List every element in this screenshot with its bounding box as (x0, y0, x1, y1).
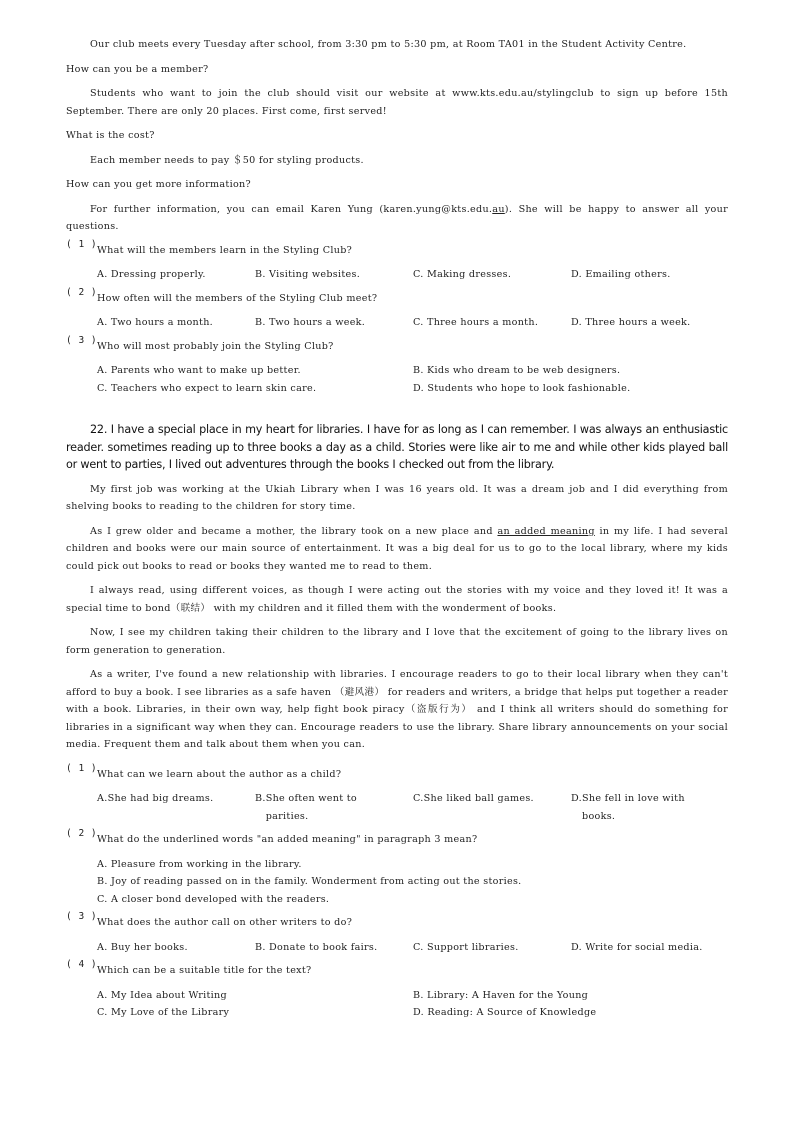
question-number: ( 1 ) (66, 762, 98, 774)
option-c[interactable]: C. A closer bond developed with the readers. (97, 893, 330, 905)
options-22-3 (66, 939, 728, 957)
question-number: ( 3 ) (66, 911, 98, 922)
option-b[interactable]: B. Two hours a week. (255, 317, 366, 328)
question-21-1 (66, 238, 728, 260)
question-text: What can we learn about the author as a child? (97, 768, 342, 780)
option-letter: B. (255, 793, 266, 804)
question-number: ( 4 ) (66, 959, 98, 970)
question-text: What do the underlined words "an added meaning" in paragraph 3 mean? (97, 834, 478, 845)
option-b[interactable]: B. Donate to book fairs. (255, 941, 378, 953)
option-text: She had big dreams. (107, 793, 214, 804)
passage-22-paragraph-2 (66, 523, 728, 576)
options-22-1 (66, 790, 728, 825)
option-a[interactable]: A. My Idea about Writing (97, 989, 227, 1001)
option-d[interactable]: D. Students who hope to look fashionable. (413, 382, 631, 394)
question-22-4 (66, 959, 728, 980)
option-d[interactable] (571, 790, 729, 825)
option-c[interactable]: C. Teachers who expect to learn skin care. (97, 382, 317, 394)
question-text: What will the members learn in the Styling Club? (97, 244, 353, 256)
options-22-2 (66, 856, 728, 909)
passage-22-paragraph-5: As a writer, I've found a new relationship with libraries. I encourage readers to go to their local library when they can't afford to buy a book. I see libraries as a safe haven （避风港） for readers and writers, a bridge that helps put together a reader with a book. Libraries, in their own way, help fight book piracy（盗版行为） and I think all writers should do something for libraries in a significant way when they can. Encourage readers to use the library. Share library announcements on your social media. Frequent them and talk about them when you can. (66, 669, 728, 750)
question-text: What does the author call on other writers to do? (97, 917, 353, 928)
option-b[interactable]: B. Visiting websites. (255, 269, 361, 280)
option-letter: D. (571, 793, 582, 804)
club-section (66, 36, 728, 236)
club-info-paragraph (66, 201, 728, 236)
club-member-paragraph: Students who want to join the club should visit our website at www.kts.edu.au/stylingclub to sign up before 15th September. There are only 20 places. First come, first served! (66, 88, 728, 117)
passage-22-paragraph-3: I always read, using different voices, as though I were acting out the stories with my voice and they loved it! It was a special time to bond（联结） with my children and it filled them with the wonderment of books. (66, 585, 728, 614)
q22-questions (66, 762, 728, 1022)
option-d[interactable]: D. Reading: A Source of Knowledge (413, 1007, 597, 1018)
option-a[interactable]: A. Pleasure from working in the library. (97, 858, 302, 870)
question-number: ( 2 ) (66, 828, 98, 839)
question-text: Who will most probably join the Styling Club? (97, 340, 334, 352)
option-d[interactable]: D. Three hours a week. (571, 317, 691, 328)
option-d[interactable]: D. Write for social media. (571, 941, 703, 953)
options-21-2 (66, 314, 728, 332)
option-text: She fell in love with books. (582, 793, 685, 822)
option-letter: A. (97, 793, 108, 804)
options-22-4 (66, 987, 728, 1022)
option-a[interactable] (97, 790, 255, 825)
club-member-heading: How can you be a member? (66, 63, 209, 75)
club-meeting-paragraph: Our club meets every Tuesday after school, from 3:30 pm to 5:30 pm, at Room TA01 in the Student Activity Centre. (90, 39, 687, 50)
paragraph-2-text-b: in my life. I had several children and books were our main source of entertainment. It was a big deal for us to go to the local library, where my kids could pick out books to read or books they wanted me to read to them. (66, 525, 728, 572)
passage-22-intro: 22. I have a special place in my heart for libraries. I have for as long as I can remember. I was always an enthusiastic reader. sometimes reading up to three books a day as a child. Stories were like air to me and while other kids played ball or went to parties, I lived out adventures through the books I checked out from the library. (66, 423, 728, 471)
question-number: ( 2 ) (66, 286, 98, 298)
question-number: ( 3 ) (66, 334, 98, 346)
question-text: Which can be a suitable title for the text? (97, 965, 312, 976)
question-22-1 (66, 762, 728, 784)
option-c[interactable]: C. Three hours a month. (413, 317, 539, 328)
option-b[interactable]: B. Library: A Haven for the Young (413, 989, 589, 1001)
option-letter: C. (413, 793, 424, 804)
club-cost-paragraph: Each member needs to pay ＄50 for styling products. (90, 154, 364, 166)
question-21-3 (66, 334, 728, 356)
club-cost-heading: What is the cost? (66, 130, 155, 141)
option-b[interactable]: B. Joy of reading passed on in the family. Wonderment from acting out the stories. (97, 876, 522, 887)
option-d[interactable]: D. Emailing others. (571, 269, 671, 280)
option-b[interactable]: B. Kids who dream to be web designers. (413, 365, 621, 376)
question-21-2 (66, 286, 728, 308)
option-c[interactable] (413, 790, 571, 825)
option-c[interactable]: C. Making dresses. (413, 269, 512, 280)
club-info-text-b: ). She will be happy to answer all your questions. (66, 203, 729, 232)
option-a[interactable]: A. Two hours a month. (97, 317, 214, 328)
option-c[interactable]: C. Support libraries. (413, 941, 519, 953)
passage-22-paragraph-4: Now, I see my children taking their children to the library and I love that the excitement of going to the library lives on form generation to generation. (66, 627, 728, 656)
passage-22-paragraph-1: My first job was working at the Ukiah Library when I was 16 years old. It was a dream job and I did everything from shelving books to reading to the children for story time. (66, 483, 728, 512)
option-a[interactable]: A. Parents who want to make up better. (97, 365, 301, 376)
q21-questions (66, 238, 728, 398)
question-22-2 (66, 828, 728, 849)
club-info-heading: How can you get more information? (66, 179, 251, 190)
club-info-underlined: au (492, 203, 505, 215)
passage-22 (66, 421, 728, 754)
question-22-3 (66, 911, 728, 932)
options-21-3 (66, 362, 728, 397)
option-c[interactable]: C. My Love of the Library (97, 1007, 230, 1018)
club-info-text-a: For further information, you can email Karen Yung (karen.yung@kts.edu. (90, 203, 493, 215)
option-a[interactable]: A. Buy her books. (97, 941, 188, 953)
option-text: She liked ball games. (423, 793, 534, 804)
question-number: ( 1 ) (66, 238, 98, 250)
option-text: She often went to parities. (265, 793, 357, 822)
paragraph-2-text-a: As I grew older and became a mother, the library took on a new place and (90, 525, 498, 537)
question-text: How often will the members of the Styling Club meet? (97, 292, 378, 304)
options-21-1 (66, 266, 728, 284)
option-a[interactable]: A. Dressing properly. (97, 269, 206, 280)
option-b[interactable] (255, 790, 413, 825)
underlined-phrase: an added meaning (497, 525, 595, 537)
